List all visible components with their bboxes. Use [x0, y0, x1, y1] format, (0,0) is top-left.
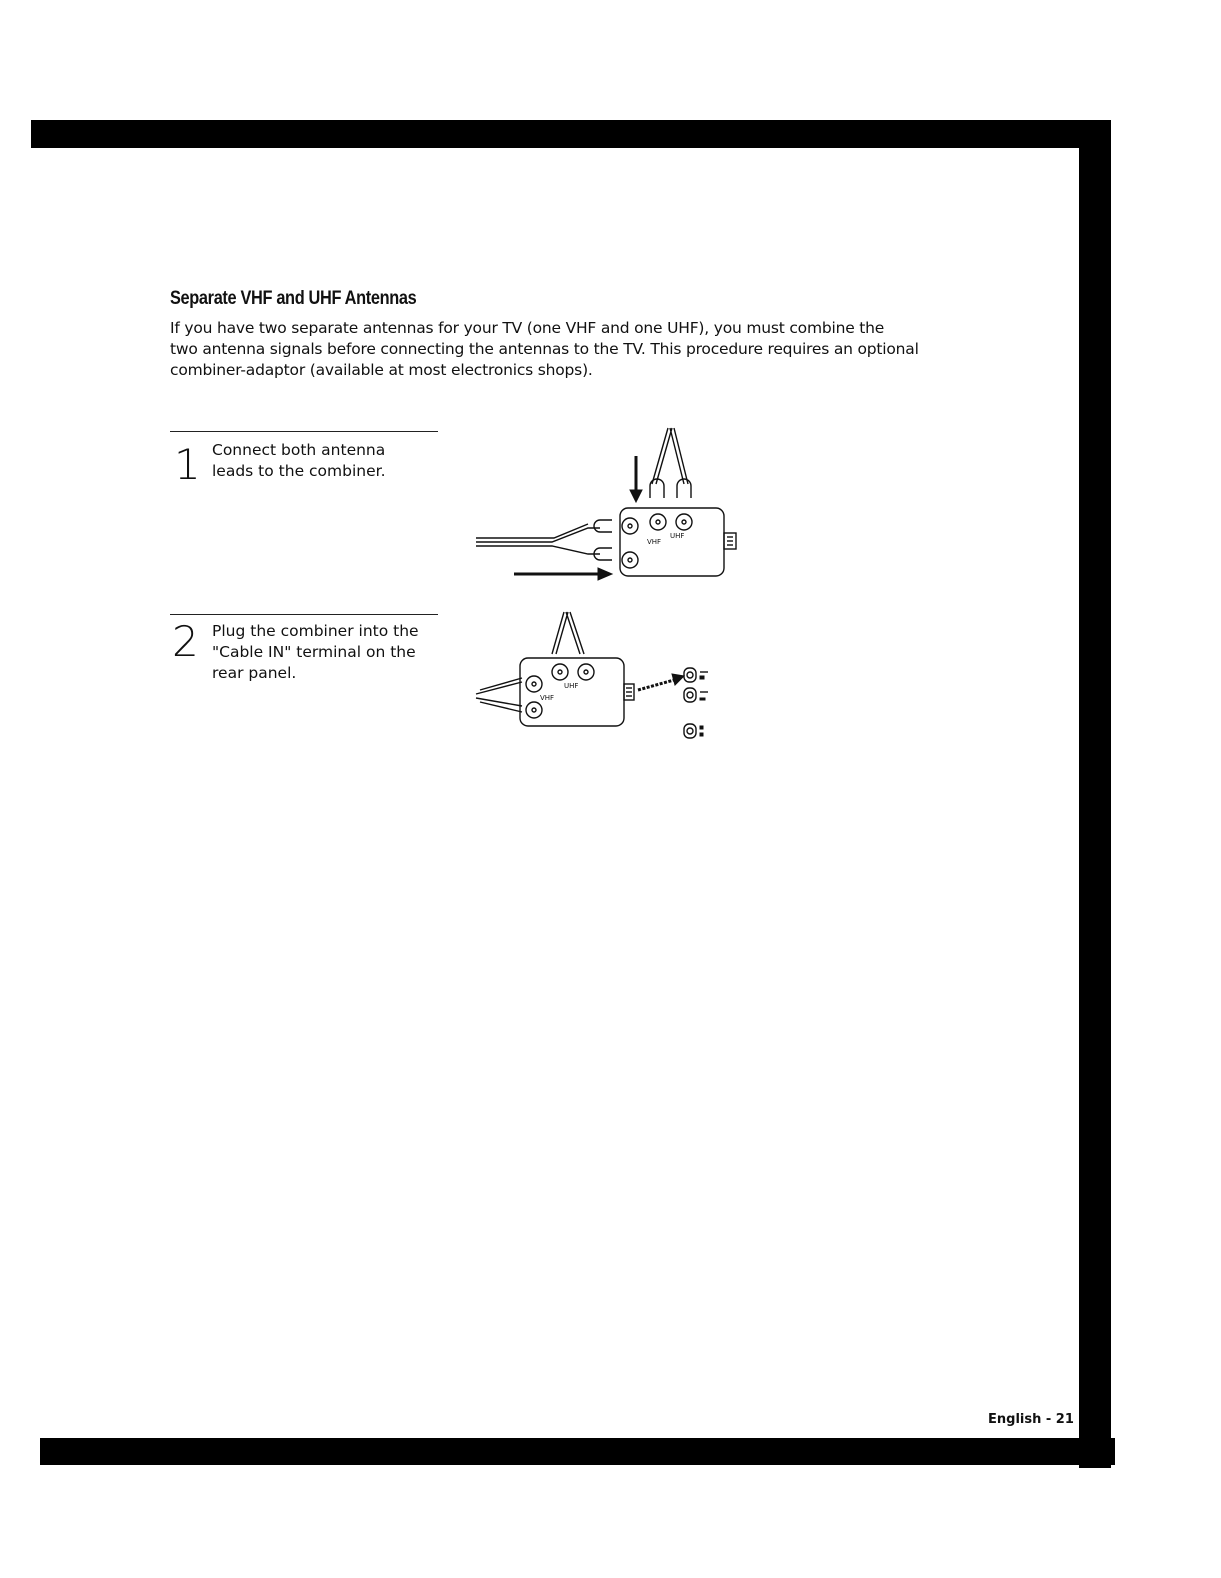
step-line: rear panel.: [212, 664, 297, 682]
step-line: "Cable IN" terminal on the: [212, 643, 416, 661]
vhf-lead-wire: [476, 528, 600, 554]
intro-line: combiner-adaptor (available at most electronics shops).: [170, 361, 593, 379]
intro-paragraph: [170, 318, 990, 381]
vhf-label: VHF: [647, 538, 662, 546]
rear-panel-terminal: [684, 724, 696, 738]
rear-panel-terminal: [684, 668, 696, 682]
uhf-lead-wire: [552, 612, 584, 654]
step-number: 1: [174, 440, 201, 489]
plug-in-arrow: [638, 680, 674, 690]
step-2: [170, 614, 438, 682]
bottom-border-bar: [40, 1438, 1115, 1465]
uhf-lead-wire: [652, 428, 688, 484]
step-line: leads to the combiner.: [212, 462, 386, 480]
intro-line: two antenna signals before connecting the antennas to the TV. This procedure requires an optional: [170, 340, 919, 358]
step-line: Plug the combiner into the: [212, 622, 419, 640]
step-line: Connect both antenna: [212, 441, 386, 459]
section-title: Separate VHF and UHF Antennas: [170, 288, 417, 309]
step-number: 2: [172, 617, 199, 666]
rear-panel-terminal: [684, 688, 696, 702]
step-instruction: [212, 440, 438, 482]
step-1: [170, 431, 438, 489]
right-border-bar: [1079, 120, 1111, 1468]
intro-line: If you have two separate antennas for your TV (one VHF and one UHF), you must combine the: [170, 319, 885, 337]
vhf-lead-wire: [476, 678, 522, 712]
uhf-label: UHF: [670, 532, 685, 540]
vhf-spade-top: [594, 520, 612, 532]
page-number: English - 21: [988, 1412, 1074, 1427]
vhf-label: VHF: [540, 694, 555, 702]
uhf-label: UHF: [564, 682, 579, 690]
combiner-connection-figure-2: [472, 608, 722, 748]
step-instruction: [212, 621, 438, 684]
combiner-connection-figure-1: [472, 420, 752, 590]
top-border-bar: [31, 120, 1111, 148]
